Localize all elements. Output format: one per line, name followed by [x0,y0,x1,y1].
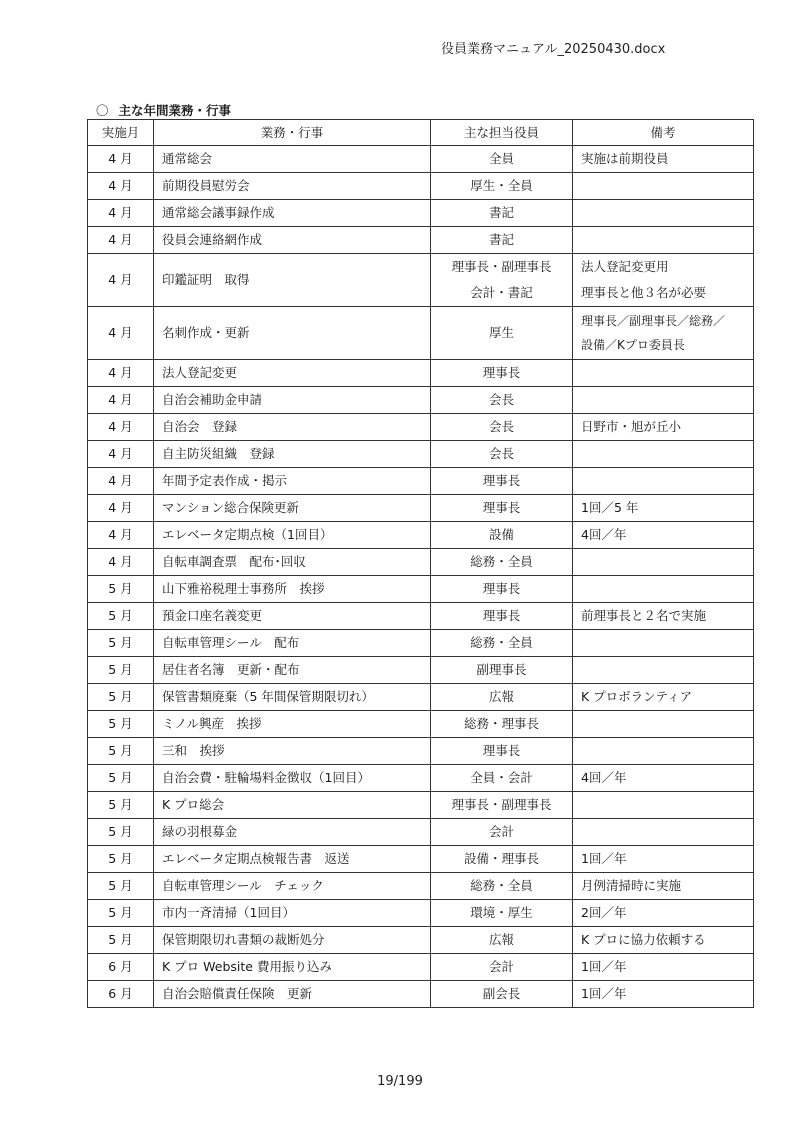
cell-month: 4 月 [88,200,154,227]
cell-month: 5 月 [88,576,154,603]
cell-month: 4 月 [88,522,154,549]
cell-owner: 広報 [431,684,573,711]
cell-task: 自転車管理シール 配布 [154,630,431,657]
cell-note [573,441,754,468]
table-row [88,360,754,387]
table-row [88,927,754,954]
cell-month: 4 月 [88,254,154,307]
cell-owner: 広報 [431,927,573,954]
cell-note-line: 理事長と他３名が必要 [581,285,707,300]
cell-task: 印鑑証明 取得 [154,254,431,307]
cell-owner: 総務・理事長 [431,711,573,738]
cell-note: K プロに協力依頼する [573,927,754,954]
table-row [88,954,754,981]
cell-task: 自治会補助金申請 [154,387,431,414]
table-row [88,307,754,360]
cell-owner: 理事長 [431,468,573,495]
cell-note [573,173,754,200]
cell-month: 4 月 [88,468,154,495]
table-row [88,495,754,522]
table-row [88,441,754,468]
cell-month: 5 月 [88,711,154,738]
cell-owner: 厚生・全員 [431,173,573,200]
cell-task: 山下雅裕税理士事務所 挨拶 [154,576,431,603]
cell-task: 三和 挨拶 [154,738,431,765]
cell-task: 自転車管理シール チェック [154,873,431,900]
cell-note: 月例清掃時に実施 [573,873,754,900]
cell-task: マンション総合保険更新 [154,495,431,522]
cell-note [573,227,754,254]
cell-task: ミノル興産 挨拶 [154,711,431,738]
cell-note [573,254,754,307]
cell-month: 5 月 [88,819,154,846]
cell-note-line: 理事長／副理事長／総務／ [581,314,726,328]
cell-note [573,360,754,387]
table-row [88,711,754,738]
cell-month: 5 月 [88,900,154,927]
cell-task: 預金口座名義変更 [154,603,431,630]
cell-note: 1回／5 年 [573,495,754,522]
cell-task: 役員会連絡網作成 [154,227,431,254]
cell-note: 1回／年 [573,846,754,873]
cell-note [573,468,754,495]
cell-note [573,549,754,576]
table-row [88,414,754,441]
cell-note: 前理事長と２名で実施 [573,603,754,630]
cell-owner: 設備・理事長 [431,846,573,873]
cell-month: 4 月 [88,414,154,441]
table-row [88,981,754,1008]
cell-month: 4 月 [88,173,154,200]
page-number: 19/199 [377,1074,423,1089]
cell-owner: 会長 [431,387,573,414]
cell-note: 2回／年 [573,900,754,927]
table-row [88,603,754,630]
cell-month: 5 月 [88,792,154,819]
cell-owner: 総務・全員 [431,630,573,657]
table-row [88,900,754,927]
section-title-text: 主な年間業務・行事 [118,103,232,118]
cell-note: 1回／年 [573,954,754,981]
cell-note: 日野市・旭が丘小 [573,414,754,441]
cell-owner: 会計 [431,954,573,981]
cell-month: 5 月 [88,630,154,657]
cell-note-line: 設備／Kプロ委員長 [581,338,685,352]
column-header-note: 備考 [573,120,754,146]
cell-month: 5 月 [88,927,154,954]
cell-note: 1回／年 [573,981,754,1008]
cell-owner: 副会長 [431,981,573,1008]
cell-note [573,792,754,819]
cell-month: 5 月 [88,738,154,765]
table-row [88,819,754,846]
cell-month: 4 月 [88,441,154,468]
column-header-owner: 主な担当役員 [431,120,573,146]
cell-month: 5 月 [88,765,154,792]
table-row [88,576,754,603]
cell-owner: 副理事長 [431,657,573,684]
document-filename: 役員業務マニュアル_20250430.docx [441,42,666,57]
cell-note [573,819,754,846]
cell-task: 通常総会 [154,146,431,173]
circle-bullet-icon: 〇 [96,103,109,118]
cell-task: 市内一斉清掃（1回目） [154,900,431,927]
cell-owner: 会計 [431,819,573,846]
cell-month: 4 月 [88,360,154,387]
table-row [88,738,754,765]
table-row [88,873,754,900]
cell-task: 前期役員慰労会 [154,173,431,200]
cell-task: 自治会 登録 [154,414,431,441]
cell-owner [431,254,573,307]
cell-note [573,576,754,603]
cell-owner: 理事長 [431,360,573,387]
cell-note: 4回／年 [573,765,754,792]
cell-owner: 理事長 [431,738,573,765]
cell-month: 4 月 [88,549,154,576]
cell-month: 5 月 [88,873,154,900]
cell-owner: 理事長 [431,576,573,603]
cell-month: 4 月 [88,146,154,173]
cell-owner: 環境・厚生 [431,900,573,927]
cell-owner: 書記 [431,227,573,254]
cell-owner: 設備 [431,522,573,549]
cell-note [573,387,754,414]
cell-task: 名刺作成・更新 [154,307,431,360]
cell-owner: 理事長 [431,603,573,630]
cell-month: 5 月 [88,846,154,873]
cell-owner: 総務・全員 [431,549,573,576]
table-row [88,227,754,254]
cell-task: エレベータ定期点検報告書 返送 [154,846,431,873]
cell-note [573,200,754,227]
cell-note [573,307,754,360]
cell-task: 保管書類廃棄（5 年間保管期限切れ） [154,684,431,711]
cell-task: 居住者名簿 更新・配布 [154,657,431,684]
cell-task: 法人登記変更 [154,360,431,387]
cell-month: 4 月 [88,307,154,360]
cell-month: 5 月 [88,657,154,684]
table-row [88,657,754,684]
cell-note [573,738,754,765]
cell-owner: 理事長・副理事長 [431,792,573,819]
table-row [88,173,754,200]
cell-note [573,657,754,684]
cell-owner: 全員 [431,146,573,173]
table-row [88,254,754,307]
cell-month: 4 月 [88,227,154,254]
cell-month: 4 月 [88,387,154,414]
table-row [88,684,754,711]
table-row [88,792,754,819]
column-header-task: 業務・行事 [154,120,431,146]
table-row [88,630,754,657]
table-row [88,387,754,414]
cell-task: 年間予定表作成・掲示 [154,468,431,495]
cell-month: 4 月 [88,495,154,522]
cell-month: 5 月 [88,603,154,630]
cell-note: K プロボランティア [573,684,754,711]
cell-owner: 会長 [431,441,573,468]
table-row [88,522,754,549]
cell-task: エレベータ定期点検（1回目） [154,522,431,549]
table-row [88,549,754,576]
section-title [96,101,231,119]
cell-task: 保管期限切れ書類の裁断処分 [154,927,431,954]
table-row [88,765,754,792]
cell-owner: 全員・会計 [431,765,573,792]
cell-task: K プロ総会 [154,792,431,819]
cell-month: 6 月 [88,981,154,1008]
cell-note: 実施は前期役員 [573,146,754,173]
cell-task: 自主防災組織 登録 [154,441,431,468]
cell-note [573,711,754,738]
cell-month: 6 月 [88,954,154,981]
cell-month: 5 月 [88,684,154,711]
cell-owner: 総務・全員 [431,873,573,900]
table-row [88,468,754,495]
cell-task: 自治会賠償責任保険 更新 [154,981,431,1008]
cell-task: 自治会費・駐輪場料金徴収（1回目） [154,765,431,792]
table-row [88,846,754,873]
cell-owner-line: 理事長・副理事長 [451,259,552,274]
cell-owner: 会長 [431,414,573,441]
cell-owner-line: 会計・書記 [470,285,533,300]
cell-task: K プロ Website 費用振り込み [154,954,431,981]
cell-owner: 厚生 [431,307,573,360]
table-header-row [88,120,754,146]
cell-owner: 書記 [431,200,573,227]
cell-owner: 理事長 [431,495,573,522]
table-row [88,146,754,173]
column-header-month: 実施月 [88,120,154,146]
cell-note-line: 法人登記変更用 [581,259,669,274]
cell-note [573,630,754,657]
cell-task: 自転車調査票 配布･回収 [154,549,431,576]
cell-task: 通常総会議事録作成 [154,200,431,227]
table-row [88,200,754,227]
cell-task: 緑の羽根募金 [154,819,431,846]
annual-schedule-table [87,119,754,1008]
cell-note: 4回／年 [573,522,754,549]
